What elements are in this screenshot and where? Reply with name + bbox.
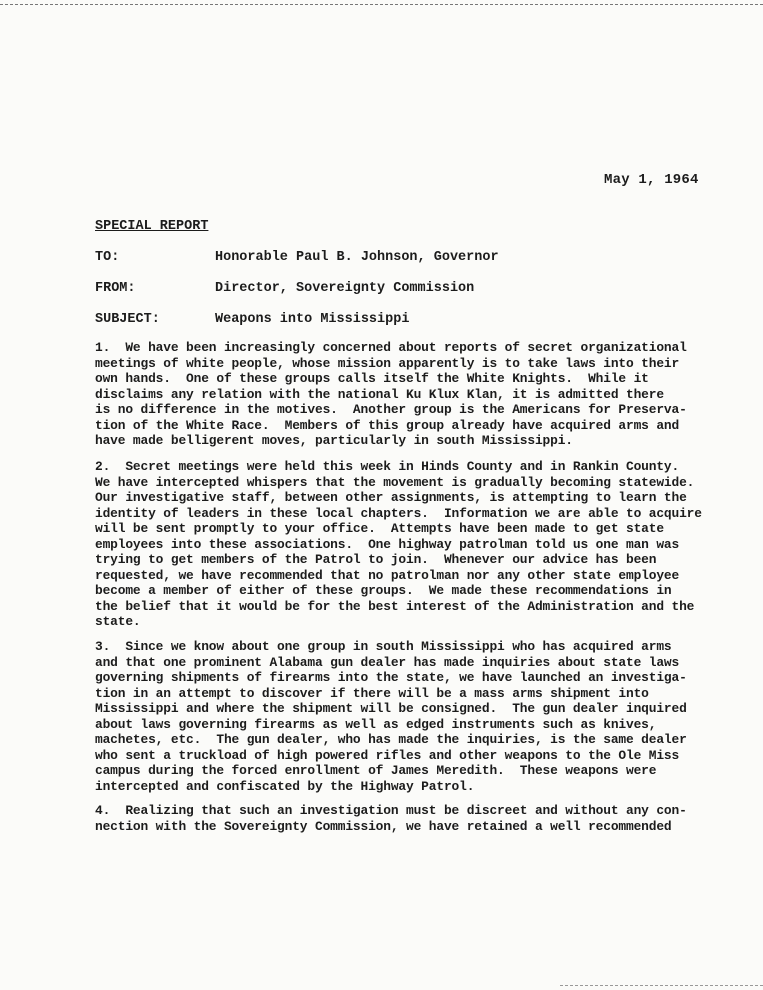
subject-label: SUBJECT: — [95, 312, 160, 327]
report-title: SPECIAL REPORT — [95, 219, 209, 234]
paragraph-3: 3. Since we know about one group in south Mississippi who has acquired arms and that one prominent Alabama gun dealer has made inquiries about state laws governing shipments of firearms into the state, we have launched an investiga- tion in an attempt to discover if there will be a mass arms shipment into Mississippi and where the shipment will be consigned. The gun dealer inquired about laws governing firearms as well as edged instruments such as knives, machetes, etc. The gun dealer, who has made the inquiries, is the same dealer who sent a truckload of high powered rifles and other weapons to the Ole Miss campus during the forced enrollment of James Meredith. These weapons were intercepted and confiscated by the Highway Patrol. — [95, 639, 687, 794]
top-edge-rule — [0, 4, 763, 5]
paragraph-2: 2. Secret meetings were held this week in Hinds County and in Rankin County. We have intercepted whispers that the movement is gradually becoming statewide. Our investigative staff, between other assignments, is attempting to learn the identity of leaders in these local chapters. Information we are able to acquire will be sent promptly to your office. Attempts have been made to get state employees into these associations. One highway patrolman told us one man was trying to get members of the Patrol to join. Whenever our advice has been requested, we have recommended that no patrolman nor any other state employee become a member of either of these groups. We made these recommendations in the belief that it would be for the best interest of the Administration and the state. — [95, 459, 702, 629]
bottom-edge-rule — [560, 985, 763, 986]
to-label: TO: — [95, 250, 120, 265]
memo-date: May 1, 1964 — [604, 172, 699, 188]
to-value: Honorable Paul B. Johnson, Governor — [215, 250, 499, 265]
paragraph-1: 1. We have been increasingly concerned about reports of secret organizational meetings of white people, whose mission apparently is to take laws into their own hands. One of these groups calls itself the White Knights. While it disclaims any relation with the national Ku Klux Klan, it is admitted there is no difference in the motives. Another group is the Americans for Preserva- tion of the White Race. Members of this group already have acquired arms and have made belligerent moves, particularly in south Mississippi. — [95, 340, 687, 448]
from-value: Director, Sovereignty Commission — [215, 281, 475, 296]
from-label: FROM: — [95, 281, 136, 296]
paragraph-4: 4. Realizing that such an investigation must be discreet and without any con- nection with the Sovereignty Commission, we have retained a well recommended — [95, 803, 687, 834]
subject-value: Weapons into Mississippi — [215, 312, 410, 327]
